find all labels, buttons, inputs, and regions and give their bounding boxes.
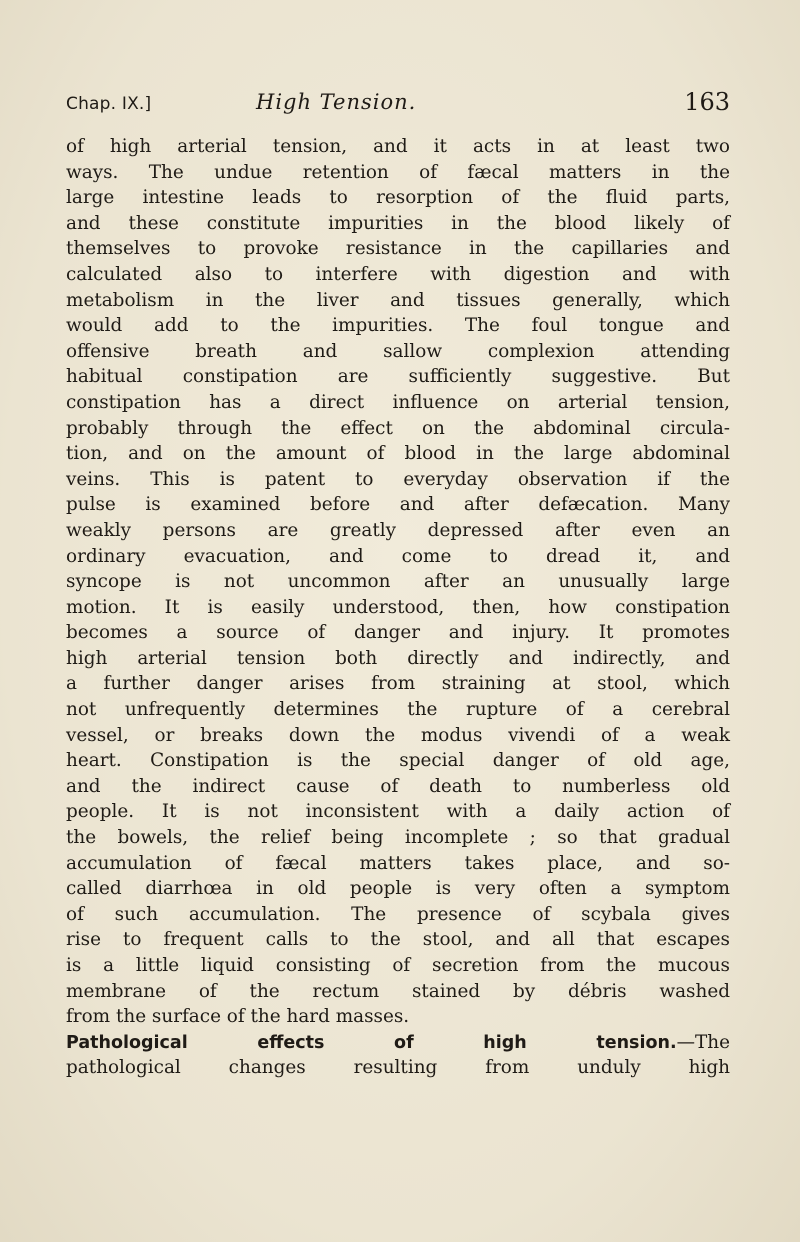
text-line: people. It is not inconsistent with a daily action of <box>66 801 730 823</box>
text-line: offensive breath and sallow complexion attending <box>66 340 730 362</box>
text-line: heart. Constipation is the special danger of old age, <box>66 750 730 772</box>
body-text <box>66 134 730 1081</box>
text-line: vessel, or breaks down the modus vivendi of a weak <box>66 724 730 746</box>
text-line: rise to frequent calls to the stool, and all that escapes <box>66 929 730 951</box>
text-line: membrane of the rectum stained by débris washed <box>66 980 730 1002</box>
section-heading: Pathological effects of high tension. <box>66 1032 677 1053</box>
page-number: 163 <box>684 88 730 116</box>
text-line: becomes a source of danger and injury. It promotes <box>66 622 730 644</box>
text-line: pathological changes resulting from unduly high <box>66 1057 730 1079</box>
text-line: probably through the effect on the abdominal circula- <box>66 417 730 439</box>
text-line: motion. It is easily understood, then, how constipation <box>66 596 730 618</box>
text-line: from the surface of the hard masses. <box>66 1006 410 1028</box>
text-line: metabolism in the liver and tissues generally, which <box>66 289 730 311</box>
text-line: of high arterial tension, and it acts in at least two <box>66 136 730 157</box>
text-line: is a little liquid consisting of secretion from the mucous <box>66 955 730 976</box>
section-heading-tail: —The <box>676 1031 730 1053</box>
text-line: and these constitute impurities in the blood likely of <box>66 212 730 234</box>
text-line: not unfrequently determines the rupture of a cerebral <box>66 699 730 721</box>
text-line: high arterial tension both directly and indirectly, and <box>66 647 730 669</box>
running-title: High Tension. <box>256 90 417 114</box>
section-heading-line <box>66 1030 730 1056</box>
chapter-label: Chap. IX.] <box>66 94 152 114</box>
text-line: syncope is not uncommon after an unusually large <box>66 571 730 593</box>
text-line: called diarrhœa in old people is very often a symptom <box>66 878 730 900</box>
text-line: calculated also to interfere with digestion and with <box>66 263 730 285</box>
text-line: of such accumulation. The presence of scybala gives <box>66 903 730 925</box>
text-line: large intestine leads to resorption of the fluid parts, <box>66 187 730 209</box>
text-line: themselves to provoke resistance in the capillaries and <box>66 238 730 260</box>
text-line: pulse is examined before and after defæcation. Many <box>66 494 730 516</box>
text-line: weakly persons are greatly depressed after even an <box>66 519 730 541</box>
text-line: a further danger arises from straining at stool, which <box>66 673 730 695</box>
text-line: tion, and on the amount of blood in the large abdominal <box>66 443 730 465</box>
text-line: ordinary evacuation, and come to dread it, and <box>66 545 730 567</box>
text-line: veins. This is patent to everyday observation if the <box>66 468 730 490</box>
text-line: would add to the impurities. The foul tongue and <box>66 315 730 337</box>
text-line: constipation has a direct influence on arterial tension, <box>66 391 730 413</box>
text-line: and the indirect cause of death to numberless old <box>66 775 730 797</box>
text-line: ways. The undue retention of fæcal matters in the <box>66 161 730 183</box>
text-line: the bowels, the relief being incomplete ; so that gradual <box>66 827 730 849</box>
text-line: accumulation of fæcal matters takes place, and so- <box>66 852 730 874</box>
text-line: habitual constipation are sufficiently suggestive. But <box>66 366 730 388</box>
page-header <box>66 86 730 126</box>
